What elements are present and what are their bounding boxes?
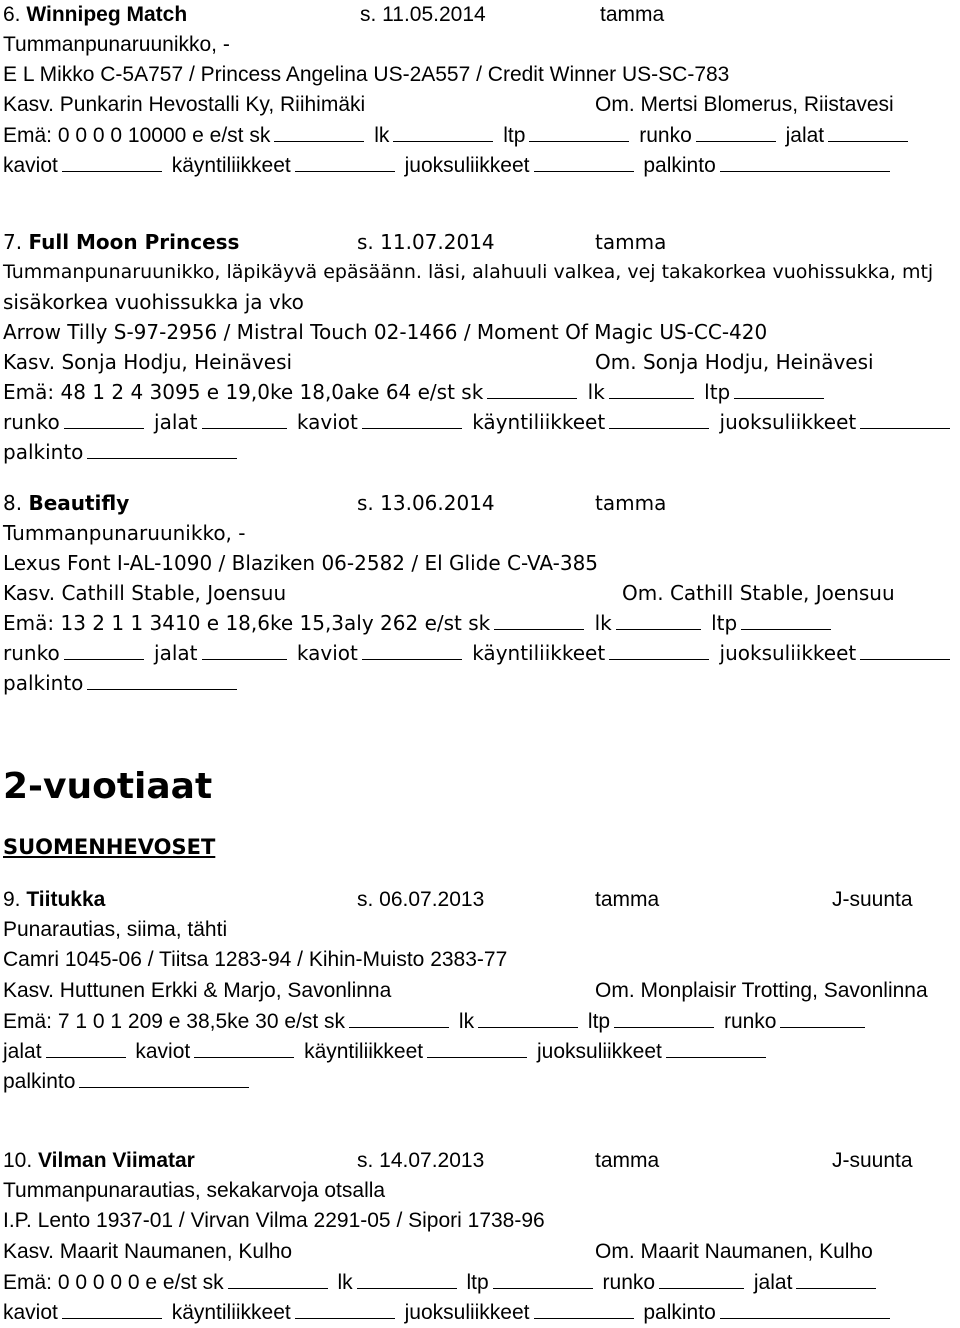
- field-label: jalat: [753, 1271, 793, 1294]
- entry-number: 8.: [3, 491, 23, 515]
- field-label: lk: [587, 380, 605, 404]
- pedigree: Lexus Font I-AL-1090 / Blaziken 06-2582 / El Glide C-VA-385: [3, 551, 599, 575]
- field-label: jalat: [154, 641, 198, 665]
- horse-name: Beautifly: [28, 491, 130, 515]
- field-label: käyntiliikkeet: [304, 1040, 424, 1063]
- horse-name: Full Moon Princess: [28, 230, 240, 254]
- section-heading: 2-vuotiaat: [3, 766, 213, 807]
- field-label: kaviot: [135, 1040, 191, 1063]
- field-label: juoksuliikkeet: [404, 154, 530, 177]
- field-label: jalat: [154, 410, 198, 434]
- field-label: jalat: [3, 1040, 42, 1063]
- direction: J-suunta: [832, 888, 913, 911]
- dam-line: [3, 120, 912, 150]
- rating-line: [3, 150, 894, 180]
- horse-name: Winnipeg Match: [26, 3, 188, 26]
- entry-8-title-line: [3, 488, 129, 518]
- dam-line: [3, 1267, 880, 1297]
- dam-info: Emä: 13 2 1 1 3410 e 18,6ke 15,3aly 262 e/st sk: [3, 611, 491, 635]
- owner: Om. Monplaisir Trotting, Savonlinna: [595, 979, 928, 1002]
- horse-name: Vilman Viimatar: [38, 1149, 195, 1172]
- breeder: Kasv. Punkarin Hevostalli Ky, Riihimäki: [3, 93, 366, 116]
- dam-info: Emä: 0 0 0 0 10000 e e/st sk: [3, 124, 271, 147]
- horse-color: Tummanpunarautias, sekakarvoja otsalla: [3, 1179, 386, 1202]
- field-label: juoksuliikkeet: [536, 1040, 662, 1063]
- horse-name: Tiitukka: [26, 888, 106, 911]
- field-label: ltp: [466, 1271, 489, 1294]
- field-label: kaviot: [296, 641, 358, 665]
- field-label: ltp: [704, 380, 731, 404]
- field-label: lk: [337, 1271, 353, 1294]
- prize-line: [3, 1066, 253, 1096]
- horse-color-cont: sisäkorkea vuohissukka ja vko: [3, 290, 304, 314]
- rating-line: [3, 407, 954, 437]
- field-label: lk: [594, 611, 612, 635]
- pedigree: Camri 1045-06 / Tiitsa 1283-94 / Kihin-Muisto 2383-77: [3, 948, 508, 971]
- field-label: runko: [723, 1010, 777, 1033]
- owner: Om. Mertsi Blomerus, Riistavesi: [595, 93, 894, 116]
- field-label: runko: [639, 124, 692, 147]
- birth-date: s. 13.06.2014: [357, 491, 495, 515]
- prize-line: [3, 668, 241, 698]
- breeder: Kasv. Sonja Hodju, Heinävesi: [3, 350, 293, 374]
- sex: tamma: [600, 3, 665, 26]
- breeder: Kasv. Huttunen Erkki & Marjo, Savonlinna: [3, 979, 392, 1002]
- birth-date: s. 11.07.2014: [357, 230, 495, 254]
- entry-number: 10.: [3, 1149, 33, 1172]
- field-label: palkinto: [643, 154, 716, 177]
- field-label: käyntiliikkeet: [171, 1301, 291, 1324]
- rating-line: [3, 1297, 894, 1327]
- dam-info: Emä: 48 1 2 4 3095 e 19,0ke 18,0ake 64 e/st sk: [3, 380, 484, 404]
- field-label: käyntiliikkeet: [472, 410, 606, 434]
- entry-10-title-line: [3, 1146, 195, 1176]
- dam-line: [3, 377, 828, 407]
- birth-date: s. 14.07.2013: [357, 1149, 485, 1172]
- prize-line: [3, 437, 241, 467]
- field-label: jalat: [785, 124, 825, 147]
- horse-color: Punarautias, siima, tähti: [3, 918, 228, 941]
- entry-number: 6.: [3, 3, 21, 26]
- section-subheading: SUOMENHEVOSET: [3, 835, 216, 859]
- birth-date: s. 06.07.2013: [357, 888, 485, 911]
- field-label: runko: [3, 410, 60, 434]
- rating-line: [3, 638, 954, 668]
- field-label: lk: [374, 124, 390, 147]
- sex: tamma: [595, 230, 667, 254]
- field-label: palkinto: [3, 440, 84, 464]
- field-label: ltp: [711, 611, 738, 635]
- breeder: Kasv. Maarit Naumanen, Kulho: [3, 1240, 293, 1263]
- field-label: kaviot: [3, 154, 58, 177]
- dam-line: [3, 608, 835, 638]
- horse-color: Tummanpunaruunikko, läpikäyvä epäsäänn. läsi, alahuuli valkea, vej takakorkea vuohissukka, mtj: [3, 261, 934, 283]
- sex: tamma: [595, 1149, 660, 1172]
- owner: Om. Maarit Naumanen, Kulho: [595, 1240, 873, 1263]
- field-label: käyntiliikkeet: [171, 154, 291, 177]
- field-label: runko: [3, 641, 60, 665]
- field-label: palkinto: [3, 1070, 76, 1093]
- entry-9-title-line: [3, 885, 105, 915]
- rating-line: [3, 1036, 770, 1066]
- field-label: runko: [602, 1271, 656, 1294]
- field-label: lk: [458, 1010, 475, 1033]
- entry-number: 7.: [3, 230, 23, 254]
- pedigree: I.P. Lento 1937-01 / Virvan Vilma 2291-05 / Sipori 1738-96: [3, 1209, 545, 1232]
- field-label: juoksuliikkeet: [404, 1301, 530, 1324]
- direction: J-suunta: [832, 1149, 913, 1172]
- dam-line: [3, 1006, 869, 1036]
- field-label: ltp: [587, 1010, 611, 1033]
- breeder: Kasv. Cathill Stable, Joensuu: [3, 581, 287, 605]
- entry-7-title-line: [3, 227, 239, 257]
- owner: Om. Cathill Stable, Joensuu: [622, 581, 895, 605]
- field-label: kaviot: [296, 410, 358, 434]
- dam-info: Emä: 0 0 0 0 0 e e/st sk: [3, 1271, 224, 1294]
- birth-date: s. 11.05.2014: [360, 3, 486, 26]
- sex: tamma: [595, 888, 660, 911]
- pedigree: Arrow Tilly S-97-2956 / Mistral Touch 02-1466 / Moment Of Magic US-CC-420: [3, 320, 768, 344]
- field-label: kaviot: [3, 1301, 58, 1324]
- dam-info: Emä: 7 1 0 1 209 e 38,5ke 30 e/st sk: [3, 1010, 346, 1033]
- horse-color: Tummanpunaruunikko, -: [3, 521, 246, 545]
- field-label: juoksuliikkeet: [719, 410, 857, 434]
- field-label: käyntiliikkeet: [472, 641, 606, 665]
- field-label: juoksuliikkeet: [719, 641, 857, 665]
- field-label: ltp: [503, 124, 526, 147]
- owner: Om. Sonja Hodju, Heinävesi: [595, 350, 874, 374]
- entry-6-title-line: [3, 0, 187, 30]
- sex: tamma: [595, 491, 667, 515]
- pedigree: E L Mikko C-5A757 / Princess Angelina US-2A557 / Credit Winner US-SC-783: [3, 63, 730, 86]
- field-label: palkinto: [643, 1301, 716, 1324]
- horse-color: Tummanpunaruunikko, -: [3, 33, 230, 56]
- entry-number: 9.: [3, 888, 21, 911]
- field-label: palkinto: [3, 671, 84, 695]
